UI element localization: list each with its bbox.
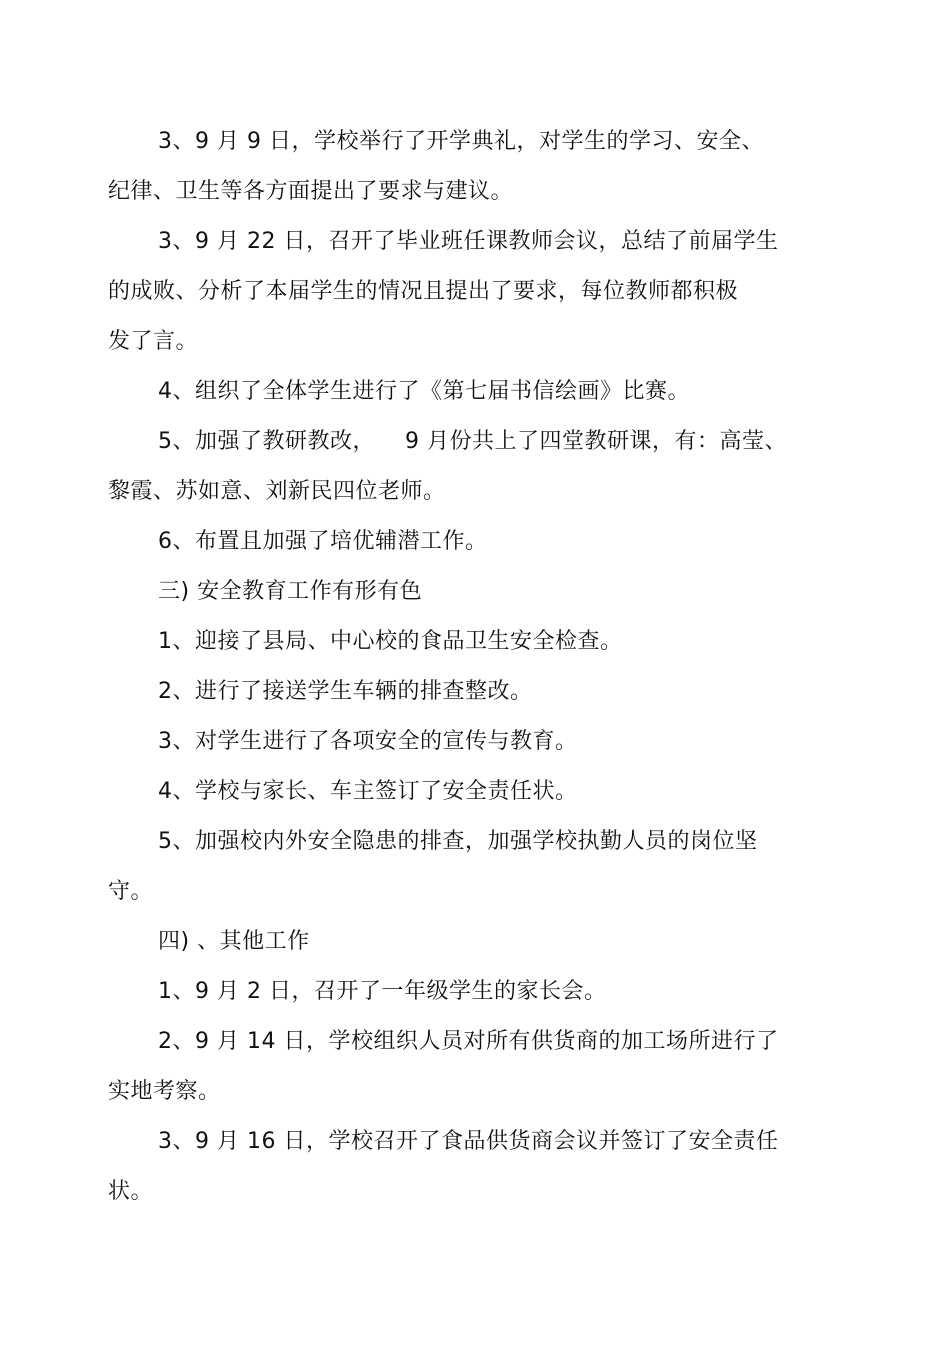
paragraph-line: 3、9 月 9 日，学校举行了开学典礼，对学生的学习、安全、 xyxy=(158,129,764,154)
paragraph-line: 纪律、卫生等各方面提出了要求与建议。 xyxy=(108,179,514,204)
paragraph-line: 发了言。 xyxy=(108,329,199,354)
section-heading: 四) 、其他工作 xyxy=(158,929,310,954)
paragraph-line: 5、加强了教研教改， 9 月份共上了四堂教研课，有：高莹、 xyxy=(158,429,787,454)
section-heading: 三) 安全教育工作有形有色 xyxy=(158,579,423,604)
paragraph-line: 4、组织了全体学生进行了《第七届书信绘画》比赛。 xyxy=(158,379,690,404)
paragraph-line: 3、9 月 16 日，学校召开了食品供货商会议并签订了安全责任 xyxy=(158,1129,779,1154)
paragraph-line: 的成败、分析了本届学生的情况且提出了要求，每位教师都积极 xyxy=(108,279,739,304)
paragraph-line: 3、对学生进行了各项安全的宣传与教育。 xyxy=(158,729,578,754)
paragraph-line: 1、迎接了县局、中心校的食品卫生安全检查。 xyxy=(158,629,623,654)
paragraph-line: 3、9 月 22 日，召开了毕业班任课教师会议，总结了前届学生 xyxy=(158,229,779,254)
paragraph-line: 4、学校与家长、车主签订了安全责任状。 xyxy=(158,779,578,804)
paragraph-line: 1、9 月 2 日，召开了一年级学生的家长会。 xyxy=(158,979,607,1004)
paragraph-line: 2、进行了接送学生车辆的排查整改。 xyxy=(158,679,533,704)
paragraph-line: 2、9 月 14 日，学校组织人员对所有供货商的加工场所进行了 xyxy=(158,1029,779,1054)
paragraph-line: 黎霞、苏如意、刘新民四位老师。 xyxy=(108,479,446,504)
paragraph-line: 状。 xyxy=(108,1179,154,1204)
paragraph-line: 守。 xyxy=(108,879,154,904)
paragraph-line: 实地考察。 xyxy=(108,1079,221,1104)
paragraph-line: 6、布置且加强了培优辅潜工作。 xyxy=(158,529,488,554)
paragraph-line: 5、加强校内外安全隐患的排查，加强学校执勤人员的岗位坚 xyxy=(158,829,758,854)
